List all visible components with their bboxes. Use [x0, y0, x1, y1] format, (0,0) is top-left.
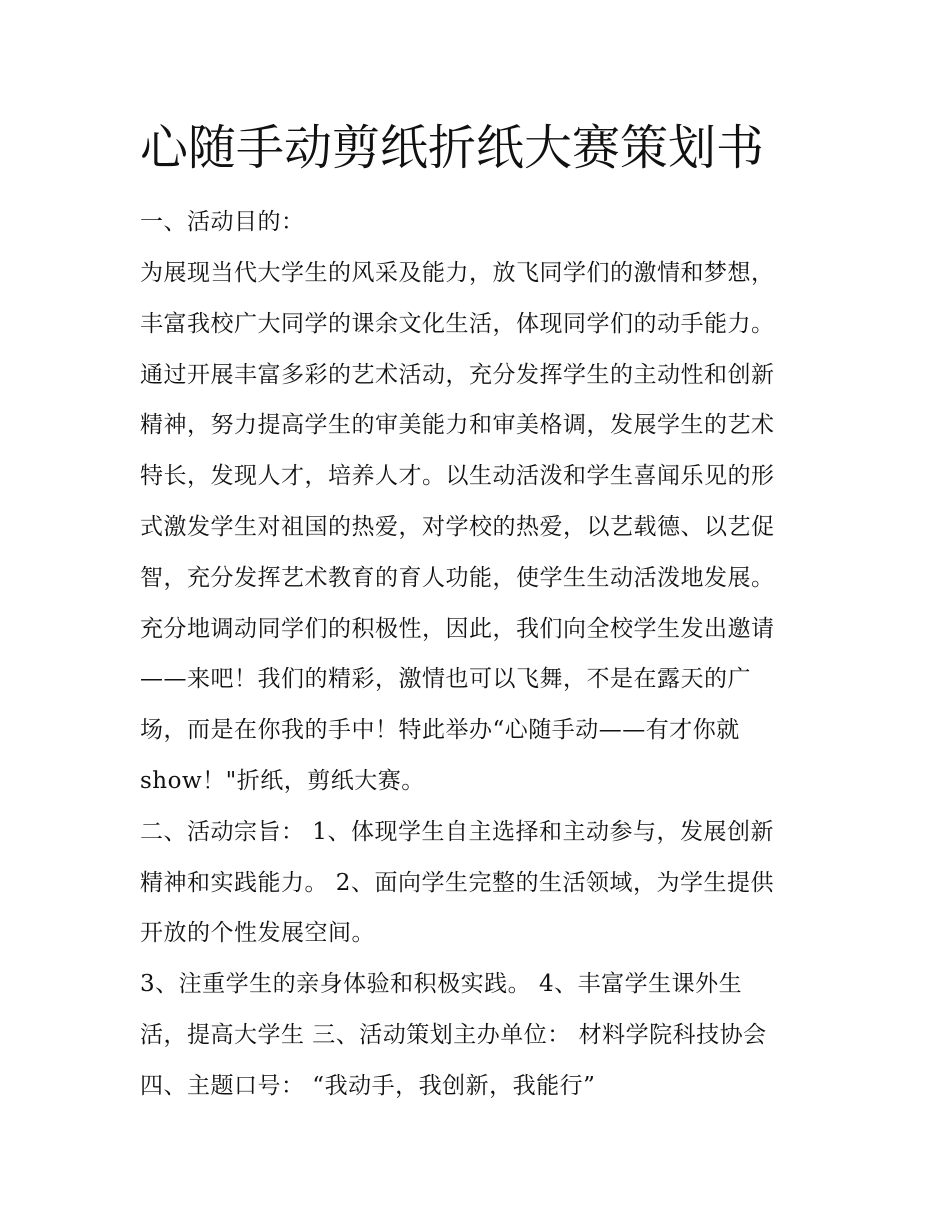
- section-heading-slogan: 四、主题口号： “我动手，我创新，我能行”: [140, 1073, 596, 1099]
- body-text-line: 充分地调动同学们的积极性，因此，我们向全校学生发出邀请: [140, 616, 775, 642]
- body-text-line: 开放的个性发展空间。: [140, 920, 375, 946]
- body-text-line: 3、注重学生的亲身体验和积极实践。 4、丰富学生课外生: [140, 971, 743, 997]
- section-heading-purpose: 一、活动目的：: [140, 209, 305, 235]
- document-title: 心随手动剪纸折纸大赛策划书: [140, 120, 765, 176]
- body-text-line: 智，充分发挥艺术教育的育人功能，使学生生动活泼地发展。: [140, 565, 775, 591]
- body-text-line: 通过开展丰富多彩的艺术活动，充分发挥学生的主动性和创新: [140, 362, 775, 388]
- body-text-line: 丰富我校广大同学的课余文化生活，体现同学们的动手能力。: [140, 311, 775, 337]
- body-text-line: 为展现当代大学生的风采及能力，放飞同学们的激情和梦想，: [140, 260, 775, 286]
- body-text-line: ——来吧！我们的精彩，激情也可以飞舞，不是在露天的广: [140, 666, 751, 692]
- section-heading-aims: 二、活动宗旨： 1、体现学生自主选择和主动参与，发展创新: [140, 819, 774, 845]
- body-text-line: 式激发学生对祖国的热爱，对学校的热爱，以艺载德、以艺促: [140, 514, 775, 540]
- body-text-line: 活，提高大学生 三、活动策划主办单位： 材料学院科技协会: [140, 1022, 767, 1048]
- body-text-line: 场，而是在你我的手中！特此举办“心随手动——有才你就: [140, 717, 740, 743]
- body-text-line: show！"折纸，剪纸大赛。: [140, 768, 425, 794]
- body-text-line: 精神，努力提高学生的审美能力和审美格调，发展学生的艺术: [140, 412, 775, 438]
- body-text-line: 特长，发现人才，培养人才。以生动活泼和学生喜闻乐见的形: [140, 463, 775, 489]
- body-text-line: 精神和实践能力。 2、面向学生完整的生活领域，为学生提供: [140, 870, 774, 896]
